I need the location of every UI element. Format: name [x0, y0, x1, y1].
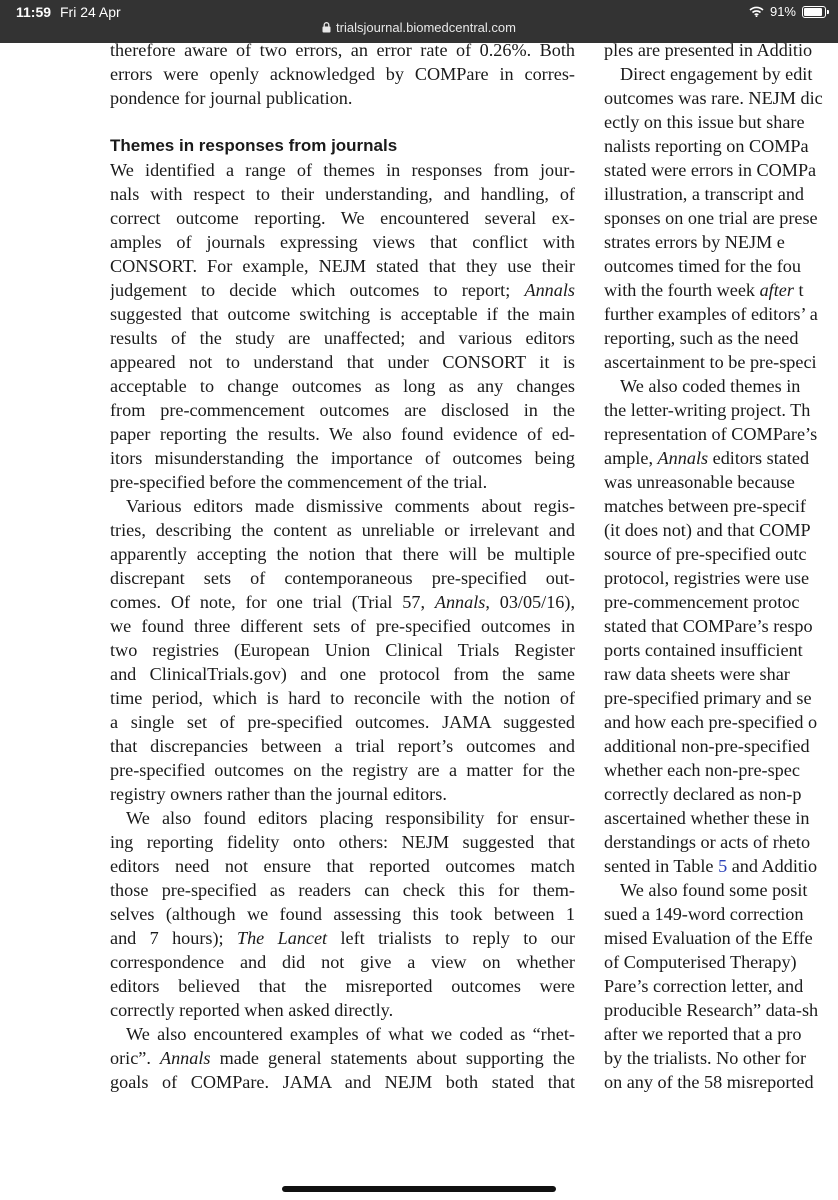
text-span: and Additio	[727, 856, 818, 876]
text-line	[110, 1046, 575, 1070]
text-line: further examples of editors’ a	[604, 304, 818, 324]
text-span: with the fourth week	[604, 280, 760, 300]
text-line: We also found some posit	[620, 880, 808, 900]
text-line	[110, 590, 575, 614]
text-line: correctly reported when asked directly.	[110, 1000, 394, 1020]
status-date: Fri 24 Apr	[60, 4, 121, 20]
text-line	[110, 926, 575, 950]
text-line: suggested that outcome switching is acceptable if the main	[110, 304, 575, 324]
text-line: selves (although we found assessing this took between 1	[110, 904, 575, 924]
text-line: ascertained whether these in	[604, 808, 810, 828]
text-line: errors were openly acknowledged by COMPare in corres-	[110, 64, 575, 84]
journal-name-italic: Annals	[657, 448, 709, 468]
text-line: itors misunderstanding the importance of outcomes being	[110, 448, 575, 468]
text-line: We identified a range of themes in responses from jour-	[110, 160, 575, 180]
text-line: stated were errors in COMPa	[604, 160, 817, 180]
text-line: results of the study are unaffected; and various editors	[110, 328, 575, 348]
text-line: source of pre-specified outc	[604, 544, 807, 564]
text-line: additional non-pre-specified	[604, 736, 810, 756]
table-link[interactable]: 5	[718, 856, 728, 876]
text-line: correct outcome reporting. We encountered several ex-	[110, 208, 575, 228]
address-bar[interactable]	[0, 20, 838, 35]
emphasis-italic: after	[759, 280, 794, 300]
text-line	[110, 278, 575, 302]
journal-name-italic: Annals	[524, 280, 575, 300]
journal-name-italic: Annals	[159, 1048, 211, 1068]
text-line: was unreasonable because	[604, 472, 795, 492]
text-line: editors need not ensure that reported outcomes match	[110, 856, 575, 876]
home-indicator[interactable]	[282, 1186, 556, 1192]
text-line: pre-specified before the commencement of the trial.	[110, 472, 488, 492]
text-line: producible Research” data-sh	[604, 1000, 819, 1020]
text-line: appeared not to understand that under CONSORT it is	[110, 352, 575, 372]
journal-name-italic: The Lancet	[236, 928, 328, 948]
text-line: outcomes was rare. NEJM dic	[604, 88, 823, 108]
text-line: correctly declared as non-p	[604, 784, 802, 804]
status-indicators	[749, 4, 826, 19]
text-line: registry owners rather than the journal editors.	[110, 784, 447, 804]
text-line: nals with respect to their understanding, and handling, of	[110, 184, 575, 204]
text-line: stated that COMPare’s respo	[604, 616, 813, 636]
text-line: editors believed that the misreported outcomes were	[110, 976, 575, 996]
text-line: ectly on this issue but share	[604, 112, 805, 132]
text-line: pre-specified outcomes on the registry are a matter for the	[110, 760, 575, 780]
text-line	[604, 446, 838, 470]
text-line: pondence for journal publication.	[110, 88, 353, 108]
text-line: (it does not) and that COMP	[604, 520, 811, 540]
text-line: those pre-specified as readers can check this for them-	[110, 880, 575, 900]
text-line: a single set of pre-specified outcomes. JAMA suggested	[110, 712, 575, 732]
text-line	[604, 854, 838, 878]
text-line: We also found editors placing responsibility for ensur-	[126, 808, 575, 828]
text-line: ing reporting fidelity onto others: NEJM suggested that	[110, 832, 575, 852]
text-span: editors stated	[708, 448, 810, 468]
wifi-icon	[749, 6, 764, 17]
lock-icon	[322, 22, 331, 33]
text-span: ample,	[604, 448, 658, 468]
text-line: we found three different sets of pre-specified outcomes in	[110, 616, 575, 636]
text-line: goals of COMPare. JAMA and NEJM both stated that	[110, 1072, 575, 1092]
text-line: therefore aware of two errors, an error rate of 0.26%. Both	[110, 40, 575, 60]
text-line: strates errors by NEJM e	[604, 232, 785, 252]
text-line: amples of journals expressing views that conflict with	[110, 232, 575, 252]
text-line: sued a 149-word correction	[604, 904, 804, 924]
text-span: and 7 hours);	[110, 928, 237, 948]
url-text[interactable]: trialsjournal.biomedcentral.com	[336, 20, 516, 35]
text-line: We also coded themes in	[620, 376, 801, 396]
battery-fill	[804, 8, 822, 16]
text-line: protocol, registries were use	[604, 568, 810, 588]
text-line: after we reported that a pro	[604, 1024, 802, 1044]
text-span: oric”.	[110, 1048, 160, 1068]
journal-name-italic: Annals	[434, 592, 486, 612]
text-line: pre-specified primary and se	[604, 688, 812, 708]
status-bar	[0, 0, 838, 43]
section-heading: Themes in responses from journals	[110, 136, 398, 155]
text-span: sented in Table	[604, 856, 719, 876]
text-span: judgement to decide which outcomes to report;	[110, 280, 525, 300]
text-line: whether each non-pre-spec	[604, 760, 800, 780]
text-line: derstandings or acts of rheto	[604, 832, 811, 852]
text-line: mised Evaluation of the Effe	[604, 928, 813, 948]
text-line	[604, 278, 838, 302]
text-line: and ClinicalTrials.gov) and one protocol from the same	[110, 664, 575, 684]
battery-percent: 91%	[769, 4, 796, 19]
text-line: the letter-writing project. Th	[604, 400, 811, 420]
text-line: ascertainment to be pre-speci	[604, 352, 817, 372]
text-line: on any of the 58 misreported	[604, 1072, 814, 1092]
text-line: Direct engagement by edit	[620, 64, 813, 84]
text-line: correspondence and did not give a view on whether	[110, 952, 575, 972]
text-line: raw data sheets were shar	[604, 664, 790, 684]
text-line: We also encountered examples of what we coded as “rhet-	[126, 1024, 575, 1044]
text-span: , 03/05/16),	[485, 592, 575, 612]
text-line: discrepant sets of contemporaneous pre-specified out-	[110, 568, 575, 588]
text-line: ples are presented in Additio	[604, 40, 813, 60]
text-line: matches between pre-specif	[604, 496, 806, 516]
text-line: apparently accepting the notion that there will be multiple	[110, 544, 575, 564]
text-line: tries, describing the content as unreliable or irrelevant and	[110, 520, 575, 540]
text-line: acceptable to change outcomes as long as any changes	[110, 376, 575, 396]
text-span: left trialists to reply to our	[327, 928, 575, 948]
text-line: and how each pre-specified o	[604, 712, 818, 732]
text-line: from pre-commencement outcomes are disclosed in the	[110, 400, 575, 420]
text-line: of Computerised Therapy)	[604, 952, 797, 972]
text-span: t	[793, 280, 804, 300]
text-line: Various editors made dismissive comments about regis-	[126, 496, 575, 516]
text-line: that discrepancies between a trial report’s outcomes and	[110, 736, 575, 756]
text-line: CONSORT. For example, NEJM stated that they use their	[110, 256, 575, 276]
text-line: illustration, a transcript and	[604, 184, 805, 204]
text-line: outcomes timed for the fou	[604, 256, 801, 276]
text-line: two registries (European Union Clinical Trials Register	[110, 640, 575, 660]
text-line: pre-commencement protoc	[604, 592, 800, 612]
text-line: sponses on one trial are prese	[604, 208, 818, 228]
text-line: by the trialists. No other for	[604, 1048, 807, 1068]
text-line: ports contained insufficient	[604, 640, 803, 660]
battery-icon	[802, 6, 826, 18]
text-line: Pare’s correction letter, and	[604, 976, 804, 996]
text-line: nalists reporting on COMPa	[604, 136, 809, 156]
text-span: made general statements about supporting the	[210, 1048, 575, 1068]
text-span: comes. Of note, for one trial (Trial 57,	[110, 592, 435, 612]
text-line: representation of COMPare’s	[604, 424, 818, 444]
status-time: 11:59	[16, 4, 52, 20]
text-line: paper reporting the results. We also found evidence of ed-	[110, 424, 575, 444]
text-line: reporting, such as the need	[604, 328, 799, 348]
text-line: time period, which is hard to reconcile with the notion of	[110, 688, 575, 708]
